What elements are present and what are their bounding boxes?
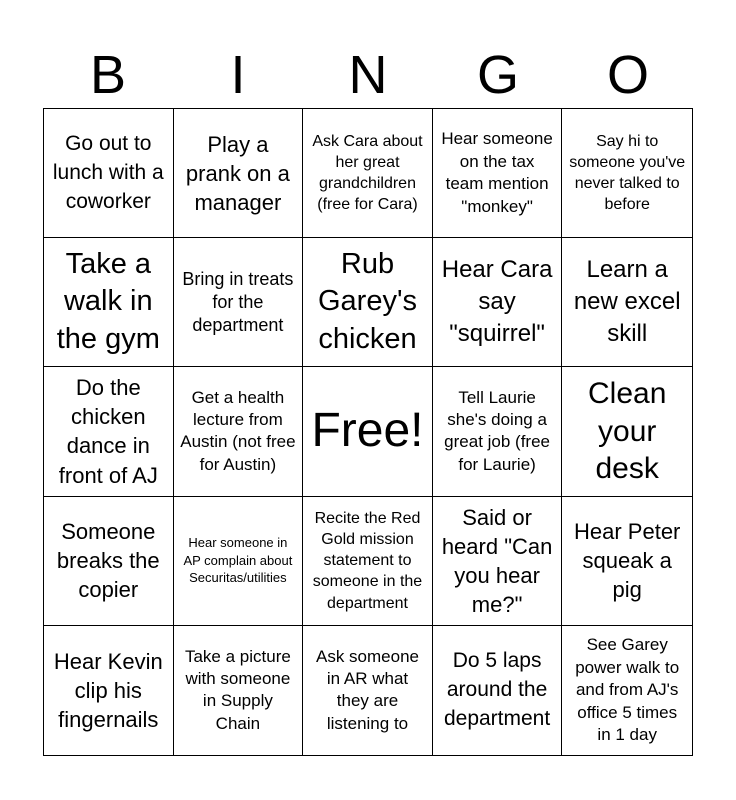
header-letter-n: N xyxy=(348,45,388,105)
bingo-cell[interactable] xyxy=(433,626,563,755)
bingo-cell[interactable] xyxy=(433,238,563,367)
cell-text: Recite the Red Gold mission statement to someone in the department xyxy=(312,509,423,612)
cell-text: See Garey power walk to and from AJ's office 5 times in 1 day xyxy=(575,635,680,745)
bingo-cell[interactable] xyxy=(433,367,563,496)
cell-text: Ask someone in AR what they are listening to xyxy=(315,646,419,733)
bingo-cell[interactable] xyxy=(303,497,433,626)
bingo-cell[interactable] xyxy=(174,626,304,755)
bingo-cell[interactable] xyxy=(433,497,563,626)
cell-text: Play a prank on a manager xyxy=(185,131,290,215)
bingo-cell[interactable] xyxy=(433,109,563,238)
bingo-cell[interactable] xyxy=(44,109,174,238)
bingo-cell[interactable] xyxy=(44,497,174,626)
bingo-cell[interactable] xyxy=(562,238,692,367)
cell-text: Tell Laurie she's doing a great job (free for Laurie) xyxy=(444,387,551,474)
bingo-cell[interactable] xyxy=(562,367,692,496)
cell-text: Hear Kevin clip his fingernails xyxy=(53,648,163,732)
bingo-cell[interactable] xyxy=(562,497,692,626)
bingo-cell[interactable] xyxy=(562,109,692,238)
bingo-cell[interactable] xyxy=(44,367,174,496)
bingo-cell[interactable] xyxy=(44,238,174,367)
cell-text: Said or heard "Can you hear me?" xyxy=(441,504,553,617)
cell-text: Get a health lecture from Austin (not free for Austin) xyxy=(180,387,296,474)
cell-text: Bring in treats for the department xyxy=(182,268,294,335)
cell-text: Hear someone in AP complain about Securitas/utilities xyxy=(183,535,293,586)
cell-text: Rub Garey's chicken xyxy=(317,247,417,356)
free-space-text: Free! xyxy=(311,404,424,458)
cell-text: Ask Cara about her great grandchildren (free for Cara) xyxy=(312,132,423,214)
cell-text: Go out to lunch with a coworker xyxy=(52,131,164,213)
bingo-cell[interactable] xyxy=(303,109,433,238)
cell-text: Take a walk in the gym xyxy=(56,247,160,356)
cell-text: Say hi to someone you've never talked to before xyxy=(569,132,686,214)
bingo-cell[interactable] xyxy=(174,238,304,367)
bingo-board xyxy=(43,108,693,756)
cell-text: Do 5 laps around the department xyxy=(443,648,551,730)
header-letter-o: O xyxy=(606,45,649,105)
header-letter-i: I xyxy=(230,45,246,105)
free-space-cell[interactable] xyxy=(303,367,433,496)
cell-text: Clean your desk xyxy=(588,377,667,486)
bingo-cell[interactable] xyxy=(174,367,304,496)
bingo-cell[interactable] xyxy=(174,109,304,238)
bingo-cell[interactable] xyxy=(303,238,433,367)
cell-text: Someone breaks the copier xyxy=(56,519,160,603)
cell-text: Take a picture with someone in Supply Chain xyxy=(184,646,291,733)
cell-text: Learn a new excel skill xyxy=(573,256,681,348)
header-letter-g: G xyxy=(476,45,519,105)
bingo-cell[interactable] xyxy=(562,626,692,755)
cell-text: Hear Cara say "squirrel" xyxy=(441,256,553,348)
cell-text: Do the chicken dance in front of AJ xyxy=(58,375,158,488)
cell-text: Hear Peter squeak a pig xyxy=(574,519,681,603)
bingo-cell[interactable] xyxy=(303,626,433,755)
cell-text: Hear someone on the tax team mention "monkey" xyxy=(441,129,553,216)
bingo-cell[interactable] xyxy=(44,626,174,755)
bingo-header xyxy=(43,42,693,108)
bingo-cell[interactable] xyxy=(174,497,304,626)
header-letter-b: B xyxy=(89,45,127,105)
